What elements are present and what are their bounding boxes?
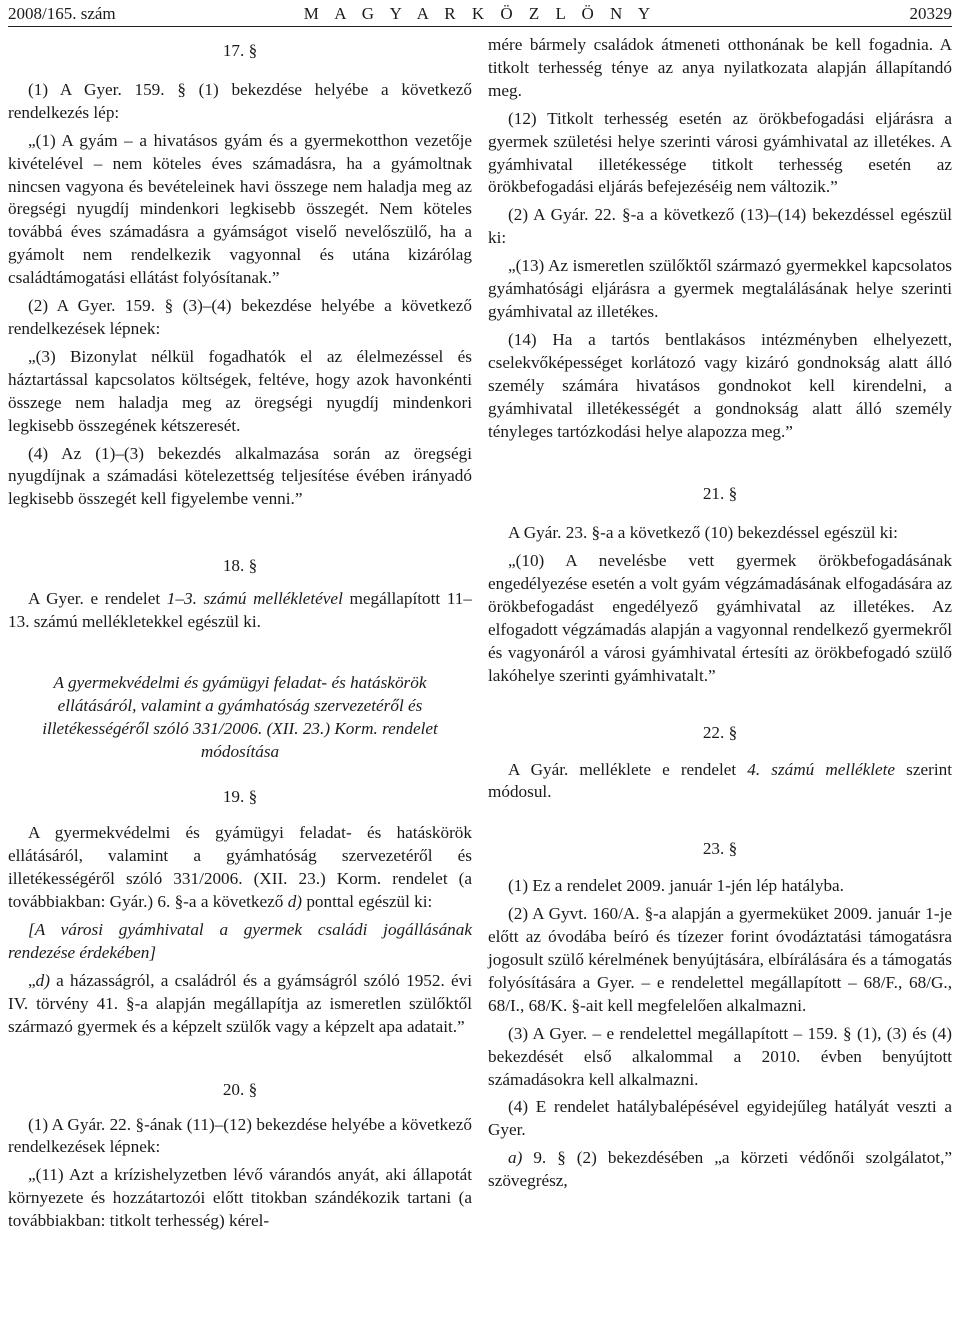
paragraph: (1) A Gyer. 159. § (1) bekezdése helyébe a következő rendelkezés lép: xyxy=(8,79,472,122)
regulation-title: A gyermekvédelmi és gyámügyi feladat- és hatáskörök ellátásáról, valamint a gyámhatóság szervezetéről és illetékességéről szóló 331/2006. (XII. 23.) Korm. rendelet módosítása xyxy=(42,672,438,761)
text-run-italic: a) xyxy=(508,1148,523,1168)
paragraph: (2) A Gyer. 159. § (3)–(4) bekezdése helyébe a következő rendelkezések lépnek: xyxy=(8,296,472,338)
section-23: 23. § xyxy=(702,839,738,859)
paragraph: (4) E rendelet hatálybalépésével egyidejűleg hatályát veszti a Gyer. xyxy=(488,1097,952,1140)
text-run: szerint módosul. xyxy=(488,759,952,802)
section-21: 21. § xyxy=(702,484,738,504)
paragraph: (1) Ez a rendelet 2009. január 1-jén lép hatályba. xyxy=(508,876,844,896)
paragraph xyxy=(488,1147,952,1193)
paragraph: (2) A Gyvt. 160/A. §-a alapján a gyermeküket 2009. január 1-je előtt az óvodába beíró és tízezer forint óvodáztatási támogatásra jogosult szülő kérelmének benyújtására, elbírálására és a támogatás folyósítására a Gyer. – e rendelettel megállapított – 68/F., 68/G., 68/I., 68/K. §-ait kell megfelelően alkalmazni. xyxy=(488,904,952,1015)
section-18: 18. § xyxy=(222,556,258,576)
text-run: A Gyár. melléklete e rendelet xyxy=(508,759,748,779)
text-run-italic: 1–3. számú mellékletével xyxy=(166,589,343,609)
section-19: 19. § xyxy=(222,786,258,806)
paragraph: (12) Titkolt terhesség esetén az örökbefogadási eljárásra a gyermek születési helye szerinti városi gyámhivatal az illetékes. A gyámhivatal illetékessége titkolt terhesség esetén az örökbefogadási eljárás befejezéséig nem változik.” xyxy=(488,108,952,197)
issue-number: 2008/165. szám xyxy=(8,4,116,23)
paragraph: „(13) Az ismeretlen szülőktől származó gyermekkel kapcsolatos gyámhatósági eljárásra a gyermek megtalálásának helye szerinti gyámhivatal az illetékes. xyxy=(488,256,952,321)
paragraph: (14) Ha a tartós bentlakásos intézményben elhelyezett, cselekvőképességet korlátozó vagy kizáró gondnokság alatt álló személy számára hivatásos gondnokot kell kirendelni, a gyámhivatal illetékességét a gondnokság alatt álló személy tényleges tartózkodási helye alapozza meg.” xyxy=(488,329,952,441)
text-run: ponttal egészül ki: xyxy=(302,892,433,912)
page-header xyxy=(8,4,952,27)
page-number: 20329 xyxy=(909,4,952,23)
paragraph: (1) A Gyár. 22. §-ának (11)–(12) bekezdése helyébe a következő rendelkezések lépnek: xyxy=(8,1114,472,1157)
text-run: A Gyer. e rendelet xyxy=(28,589,167,609)
text-run: „ xyxy=(28,970,36,990)
paragraph: A Gyár. 23. §-a a következő (10) bekezdéssel egészül ki: xyxy=(508,523,898,543)
section-20: 20. § xyxy=(222,1079,258,1099)
paragraph: (2) A Gyár. 22. §-a a következő (13)–(14) bekezdéssel egészül ki: xyxy=(488,205,952,248)
paragraph xyxy=(8,822,472,914)
paragraph: (4) Az (1)–(3) bekezdés alkalmazása során az öregségi nyugdíjnak a számadási kötelezettség teljesítése évében irányadó legkisebb összegét kell figyelembe venni.” xyxy=(8,443,472,509)
text-run-italic: d) xyxy=(287,892,303,912)
section-17: 17. § xyxy=(222,41,258,60)
journal-title: M A G Y A R K Ö Z L Ö N Y xyxy=(303,4,657,23)
text-run: a házasságról, a családról és a gyámságról szóló 1952. évi IV. törvény 41. §-a alapján megállapítja az ismeretlen szülőktől származó gyermek és a képzelt szülők vagy a képzelt apa adatait.” xyxy=(8,970,472,1036)
left-column xyxy=(8,34,472,1238)
paragraph: (3) A Gyer. – e rendelettel megállapított – 159. § (1), (3) és (4) bekezdését első alkalommal a 2010. évben benyújtott számadásokra kell alkalmazni. xyxy=(488,1023,952,1089)
paragraph: „(10) A nevelésbe vett gyermek örökbefogadásának engedélyezése esetén a volt gyám végzámadásának elfogadására az örökbefogadást engedélyező gyámhivatal az illetékes. Az elfogadott végzámadás alapján a vagyonnal rendelkező gyermekről és vagyonáról a városi gyámhivatal értesíti az örökbefogadó szülő lakóhelye szerinti gyámhivatalt.” xyxy=(488,551,952,685)
text-run: 9. § (2) bekezdésében „a körzeti védőnői szolgálatot,” szövegrész, xyxy=(488,1148,952,1191)
paragraph xyxy=(488,759,952,805)
paragraph xyxy=(8,588,472,634)
section-22: 22. § xyxy=(702,722,738,742)
paragraph xyxy=(8,970,472,1039)
text-run: A gyermekvédelmi és gyámügyi feladat- és hatáskörök ellátásáról, valamint a gyámhatóság szervezetéről és illetékességéről szóló 331/2006. (XII. 23.) Korm. rendelet (a továbbiakban: Gyár.) 6. §-a a következő xyxy=(8,823,472,912)
paragraph: „(3) Bizonylat nélkül fogadhatók el az élelmezéssel és háztartással kapcsolatos költségek, feltéve, hogy azok havonkénti összege nem haladja meg az öregségi nyugdíj mindenkori legkisebb összegének kétszeresét. xyxy=(8,346,472,435)
text-run-italic: 4. számú melléklete xyxy=(747,759,896,779)
paragraph: „(1) A gyám – a hivatásos gyám és a gyermekotthon vezetője kivételével – nem köteles éves számadásra, ha a gyámoltnak nincsen vagyona és bevételeinek havi összege nem haladja meg az öregségi nyugdíj mindenkori legkisebb összegét. Nem köteles továbbá éves számadásra a gyámságot viselő nevelőszülő, ha a gyámolt nem rendelkezik vagyonnal és utána kizárólag családtámogatási ellátást folyósítanak.” xyxy=(8,130,472,288)
text-run-italic: d) xyxy=(35,970,50,990)
right-column xyxy=(488,34,952,1198)
paragraph: mére bármely családok átmeneti otthonának be kell fogadnia. A titkolt terhesség tényе az anya nyilatkozata alapján állapítandó meg. xyxy=(488,35,952,100)
text-run: megállapított 11–13. számú mellékletekkel egészül ki. xyxy=(8,589,472,632)
paragraph: [A városi gyámhivatal a gyermek családi jogállásának rendezése érdekében] xyxy=(8,920,472,962)
paragraph: „(11) Azt a krízishelyzetben lévő várandós anyát, aki állapotát környezete és hozzátartozói előtt titokban szándékozik tartani (a továbbiakban: titkolt terhesség) kérel- xyxy=(8,1165,472,1231)
